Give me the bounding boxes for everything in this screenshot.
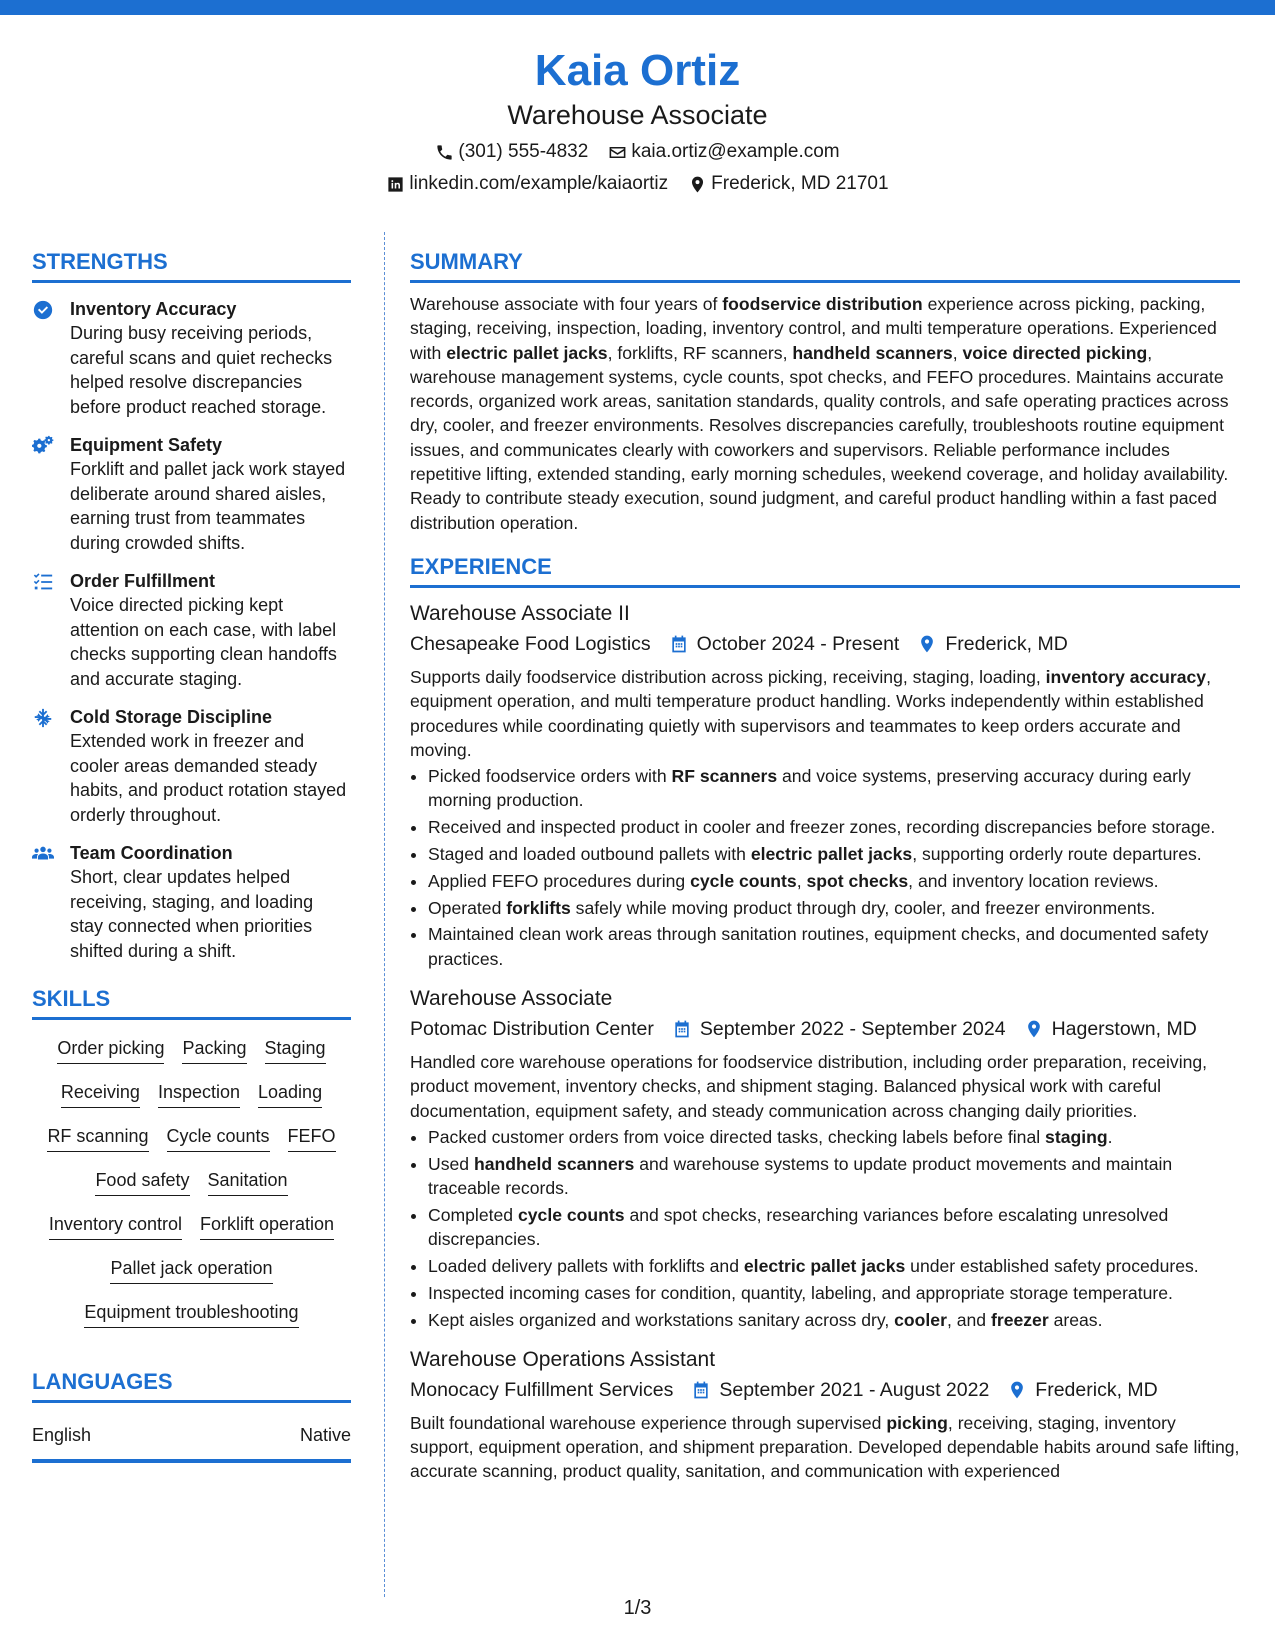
skills-heading: SKILLS — [32, 985, 351, 1020]
skills-list — [32, 1034, 351, 1328]
job-bullet: • Applied FEFO procedures during cycle counts, spot checks, and inventory location reviews. — [428, 869, 1240, 893]
linkedin-text: linkedin.com/example/kaiaortiz — [409, 173, 669, 194]
job-entry — [410, 600, 1240, 971]
left-column — [32, 248, 351, 1463]
job-description: Built foundational warehouse experience through supervised picking, receiving, staging, inventory support, equipment operation, and shipment preparation. Developed dependable habits around safe lifting, accurate scanning, product quality, sanitation, and communication with experienced — [410, 1412, 1240, 1482]
skill-row — [32, 1034, 351, 1064]
contact-row-2 — [0, 172, 1275, 196]
strength-title: Equipment Safety — [70, 435, 223, 455]
job-bullet: • Used handheld scanners and warehouse systems to update product movements and maintain traceable records. — [428, 1152, 1240, 1201]
skill-row — [32, 1122, 351, 1152]
strength-item — [32, 705, 351, 827]
job-description: Handled core warehouse operations for foodservice distribution, including order preparation, receiving, product movement, inventory checks, and shipment staging. Balanced physical work with careful documentation, equipment safety, and steady communication across changing daily priorities. — [410, 1052, 1208, 1121]
calendar-icon — [672, 1019, 692, 1039]
job-meta — [410, 1377, 1240, 1403]
map-pin-icon — [1024, 1019, 1044, 1039]
strengths-list — [32, 297, 351, 963]
map-pin-icon — [1007, 1380, 1027, 1400]
skill-tag: Pallet jack operation — [110, 1254, 272, 1284]
job-bullet: • Kept aisles organized and workstations sanitary across dry, cooler, and freezer areas. — [428, 1308, 1240, 1332]
strength-item — [32, 433, 351, 555]
job-description: Supports daily foodservice distribution across picking, receiving, staging, loading, inventory accuracy, equipment operation, and multi temperature product handling. Works independently within established procedures while coordinating quietly with supervisors and teammates to keep orders accurate and moving. — [410, 666, 1211, 760]
map-pin-icon — [917, 634, 937, 654]
language-item — [32, 1423, 351, 1463]
location-text: Frederick, MD 21701 — [711, 173, 889, 194]
languages-list — [32, 1423, 351, 1463]
job-location: Hagerstown, MD — [1051, 1018, 1197, 1041]
strength-item — [32, 841, 351, 963]
skill-row — [32, 1078, 351, 1108]
calendar-icon — [669, 634, 689, 654]
map-pin-icon — [688, 175, 707, 194]
strength-title: Cold Storage Discipline — [70, 707, 273, 727]
phone-text: (301) 555-4832 — [458, 141, 589, 162]
job-company: Potomac Distribution Center — [410, 1018, 654, 1041]
job-bullets — [410, 764, 1240, 971]
job-location: Frederick, MD — [945, 632, 1068, 655]
strength-item — [32, 569, 351, 691]
job-dates: September 2022 - September 2024 — [699, 1018, 1006, 1041]
strength-desc: Extended work in freezer and cooler areas demanded steady habits, and product rotation stayed orderly throughout. — [70, 731, 347, 825]
summary-heading: SUMMARY — [410, 248, 1240, 283]
job-dates: October 2024 - Present — [696, 632, 900, 655]
linkedin-icon — [386, 175, 405, 194]
snowflake-icon — [32, 707, 54, 729]
check-circle-icon — [32, 299, 54, 321]
job-meta — [410, 631, 1240, 657]
phone-icon — [435, 143, 454, 162]
checklist-icon — [32, 571, 54, 593]
skill-tag: Cycle counts — [167, 1122, 270, 1152]
summary-text: Warehouse associate with four years of foodservice distribution experience across picking, packing, staging, receiving, inspection, loading, inventory control, and multi temperature operations. Experienced with electric pallet jacks, forklifts, RF scanners, handheld scanners, voice directed picking, warehouse management systems, cycle counts, spot checks, and FEFO procedures. Maintains accurate records, organized work areas, sanitation standards, quality controls, and safe operating practices across dry, cooler, and freezer environments. Resolves discrepancies carefully, troubleshoots routine equipment issues, and communicates clearly with coworkers and supervisors. Reliable performance includes repetitive lifting, extended standing, early morning schedules, weekend coverage, and holiday availability. Ready to contribute steady execution, sound judgment, and careful product handling within a fast paced distribution operation. — [410, 294, 1229, 533]
job-entry — [410, 985, 1240, 1332]
phone-contact[interactable] — [435, 140, 588, 164]
calendar-icon — [691, 1380, 711, 1400]
envelope-icon — [608, 143, 627, 162]
job-bullet: • Loaded delivery pallets with forklifts and electric pallet jacks under established safety procedures. — [428, 1254, 1240, 1278]
job-company: Monocacy Fulfillment Services — [410, 1378, 674, 1401]
job-company: Chesapeake Food Logistics — [410, 632, 651, 655]
skill-tag: Inventory control — [49, 1210, 182, 1240]
gears-icon — [32, 435, 54, 457]
job-title: Warehouse Operations Assistant — [410, 1347, 716, 1371]
job-bullet: • Maintained clean work areas through sanitation routines, equipment checks, and documented safety practices. — [428, 922, 1240, 971]
language-name: English — [32, 1425, 92, 1445]
right-column — [410, 248, 1240, 1484]
skill-tag: Staging — [265, 1034, 326, 1064]
strength-title: Inventory Accuracy — [70, 299, 237, 319]
job-title: Warehouse Associate — [410, 987, 613, 1011]
experience-heading: EXPERIENCE — [410, 553, 1240, 588]
job-bullet: • Completed cycle counts and spot checks, researching variances before escalating unresolved discrepancies. — [428, 1203, 1240, 1252]
job-bullet: • Inspected incoming cases for condition, quantity, labeling, and appropriate storage temperature. — [428, 1281, 1240, 1305]
skill-tag: Packing — [182, 1034, 246, 1064]
skill-row — [32, 1166, 351, 1196]
candidate-role: Warehouse Associate — [507, 100, 768, 130]
job-bullet: • Staged and loaded outbound pallets with electric pallet jacks, supporting orderly route departures. — [428, 842, 1240, 866]
job-bullets — [410, 1125, 1240, 1332]
job-bullet: • Picked foodservice orders with RF scanners and voice systems, preserving accuracy during early morning production. — [428, 764, 1240, 813]
strength-desc: Forklift and pallet jack work stayed deliberate around shared aisles, earning trust from teammates during crowded shifts. — [70, 459, 346, 553]
candidate-name: Kaia Ortiz — [534, 46, 741, 95]
skill-tag: Receiving — [61, 1078, 140, 1108]
skill-tag: RF scanning — [47, 1122, 148, 1152]
email-contact[interactable] — [608, 140, 839, 164]
job-title: Warehouse Associate II — [410, 601, 630, 625]
strength-desc: Short, clear updates helped receiving, staging, and loading stay connected when priorities shifted during a shift. — [70, 867, 314, 961]
linkedin-contact[interactable] — [386, 172, 668, 196]
top-accent-bar — [0, 0, 1275, 15]
job-bullet: • Received and inspected product in cooler and freezer zones, recording discrepancies before storage. — [428, 815, 1240, 839]
strengths-heading: STRENGTHS — [32, 248, 351, 283]
skill-tag: Loading — [258, 1078, 322, 1108]
skill-tag: FEFO — [288, 1122, 336, 1152]
job-meta — [410, 1016, 1240, 1042]
location-contact — [688, 172, 888, 196]
users-icon — [32, 843, 54, 865]
strength-title: Order Fulfillment — [70, 571, 216, 591]
job-entry — [410, 1346, 1240, 1484]
strength-title: Team Coordination — [70, 843, 233, 863]
skill-tag: Sanitation — [208, 1166, 288, 1196]
skill-tag: Inspection — [158, 1078, 240, 1108]
column-divider — [384, 232, 385, 1597]
job-location: Frederick, MD — [1035, 1378, 1158, 1401]
skill-tag: Order picking — [57, 1034, 164, 1064]
contact-row-1 — [0, 140, 1275, 164]
skill-row — [32, 1254, 351, 1284]
language-level: Native — [299, 1425, 351, 1445]
job-dates: September 2021 - August 2022 — [719, 1378, 990, 1401]
languages-heading: LANGUAGES — [32, 1368, 351, 1403]
job-bullet: • Packed customer orders from voice directed tasks, checking labels before final staging. — [428, 1125, 1240, 1149]
page-number: 1/3 — [623, 1597, 652, 1619]
skill-tag: Food safety — [95, 1166, 189, 1196]
jobs-list — [410, 600, 1240, 1484]
job-bullet: • Operated forklifts safely while moving product through dry, cooler, and freezer environments. — [428, 896, 1240, 920]
skill-row — [32, 1298, 351, 1328]
skill-tag: Equipment troubleshooting — [84, 1298, 298, 1328]
email-text: kaia.ortiz@example.com — [631, 141, 840, 162]
strength-item — [32, 297, 351, 419]
resume-header — [0, 44, 1275, 196]
strength-desc: Voice directed picking kept attention on each case, with label checks supporting clean handoffs and accurate staging. — [70, 595, 337, 689]
skill-tag: Forklift operation — [200, 1210, 334, 1240]
skill-row — [32, 1210, 351, 1240]
strength-desc: During busy receiving periods, careful scans and quiet rechecks helped resolve discrepancies before product reached storage. — [70, 323, 333, 417]
